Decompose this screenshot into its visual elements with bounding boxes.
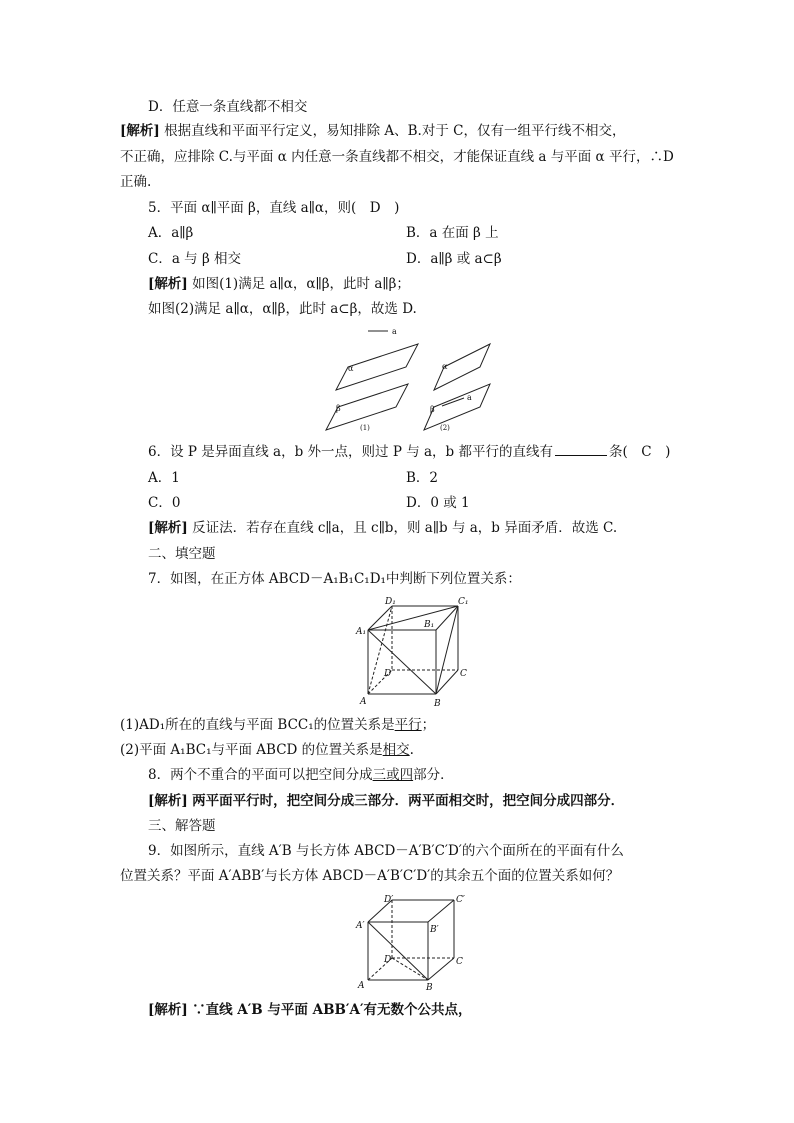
q5-option-c: C．a 与 β 相交 [148, 251, 242, 267]
q7-part2-prefix: (2)平面 A₁BC₁与平面 ABCD 的位置关系是 [120, 742, 383, 758]
q7-label-B1: B₁ [424, 620, 435, 630]
q4-analysis-text-1: 根据直线和平面平行定义，易知排除 A、B.对于 C，仅有一组平行线不相交， [164, 123, 626, 139]
q4-analysis-line-2: 不正确，应排除 C.与平面 α 内任意一条直线都不相交，才能保证直线 a 与平面 α 平行，∴D [120, 149, 674, 165]
q5-stem: 5．平面 α∥平面 β，直线 a∥α，则( D ) [148, 200, 400, 216]
q6-answer-blank [555, 443, 607, 456]
q6-option-c: C．0 [148, 495, 181, 511]
q5-fig2-label-beta: β [430, 405, 435, 414]
q5-fig2-label-alpha: α [442, 362, 448, 371]
q8-answer: 三或四 [372, 767, 414, 783]
q7-label-C1: C₁ [458, 597, 469, 607]
q9-edge-BC [428, 958, 454, 980]
q7-label-D1: D₁ [385, 597, 396, 607]
q6-analysis-line-1 [148, 519, 617, 537]
q6-stem [148, 443, 670, 461]
q5-option-b: B．a 在面 β 上 [406, 225, 499, 241]
q7-part1-answer: 平行 [394, 717, 422, 733]
q7-label-D: D [384, 669, 392, 679]
q9-label-Bp: B′ [430, 925, 439, 935]
q7-part-1 [120, 716, 435, 734]
q5-option-a: A．a∥β [148, 225, 194, 241]
q8-analysis-text-1: 两平面平行时，把空间分成三部分．两平面相交时，把空间分成四部分． [192, 793, 625, 809]
q9-box-figure [354, 892, 474, 992]
q9-label-C: C [456, 957, 463, 967]
analysis-tag: [解析] [148, 276, 188, 292]
q5-fig1-label-a: a [392, 327, 397, 336]
q7-label-C: C [460, 669, 467, 679]
q6-analysis-text-1: 反证法．若存在直线 c∥a，且 c∥b，则 a∥b 与 a，b 异面矛盾．故选 C. [192, 520, 618, 536]
section-fill-in-heading: 二、填空题 [148, 546, 216, 562]
q9-edge-BpCp [428, 900, 454, 922]
q7-line-A1B [368, 630, 436, 694]
q9-label-A: A [358, 981, 365, 991]
q9-label-Cp: C′ [456, 895, 465, 905]
analysis-tag: [解析] [148, 1002, 188, 1018]
q4-analysis-line-3: 正确. [120, 174, 152, 190]
q8-analysis-line-1 [148, 792, 624, 810]
q9-line-DB [392, 958, 428, 980]
q5-analysis-line-1 [148, 275, 410, 293]
q8-stem [148, 766, 454, 784]
q7-part2-suffix: . [409, 742, 414, 758]
q7-label-A: A [360, 697, 367, 707]
q9-label-B: B [426, 983, 433, 993]
q5-fig1-caption: (1) [360, 424, 370, 432]
q7-line-A1C1 [368, 606, 458, 630]
q7-line-AD1 [368, 606, 392, 694]
q9-stem-line-2: 位置关系？平面 A′ABB′与长方体 ABCD－A′B′C′D′的其余五个面的位置关系如何？ [120, 868, 620, 884]
q9-analysis-text-1: ∵直线 A′B 与平面 ABB′A′有无数个公共点， [192, 1002, 472, 1018]
q7-part-2 [120, 741, 414, 759]
q7-stem: 7．如图，在正方体 ABCD－A₁B₁C₁D₁中判断下列位置关系： [148, 571, 521, 587]
q6-option-d: D．0 或 1 [406, 495, 470, 511]
q7-label-A1: A₁ [356, 627, 367, 637]
q7-part1-suffix: ； [421, 717, 436, 733]
q5-fig2-caption: (2) [440, 424, 450, 432]
q8-stem-prefix: 8．两个不重合的平面可以把空间分成 [148, 767, 373, 783]
q5-figure [318, 324, 508, 434]
q6-option-a: A．1 [148, 470, 180, 486]
q5-fig1-label-beta: β [336, 404, 341, 413]
q9-stem-line-1: 9．如图所示，直线 A′B 与长方体 ABCD－A′B′C′D′的六个面所在的平面有什么 [148, 843, 624, 859]
q7-label-B: B [434, 699, 441, 709]
q6-option-b: B．2 [406, 470, 439, 486]
q5-option-d: D．a∥β 或 a⊂β [406, 251, 502, 267]
q5-analysis-text-1: 如图(1)满足 a∥α，α∥β，此时 a∥β； [192, 276, 410, 292]
q7-part1-prefix: (1)AD₁所在的直线与平面 BCC₁的位置关系是 [120, 717, 395, 733]
q5-fig1-label-alpha: α [348, 364, 354, 373]
section-solve-heading: 三、解答题 [148, 818, 216, 834]
q5-fig2-label-a: a [467, 393, 472, 402]
analysis-tag: [解析] [148, 793, 188, 809]
q9-label-Ap: A′ [356, 921, 365, 931]
q4-option-d: D．任意一条直线都不相交 [148, 99, 308, 115]
q4-analysis-line-1 [120, 122, 625, 140]
q9-analysis-line-1 [148, 1001, 472, 1019]
q7-part2-answer: 相交 [382, 742, 410, 758]
q6-stem-prefix: 6．设 P 是异面直线 a，b 外一点，则过 P 与 a，b 都平行的直线有 [148, 444, 553, 460]
analysis-tag: [解析] [148, 520, 188, 536]
q9-label-Dp: D′ [384, 895, 394, 905]
q7-cube-figure [354, 596, 474, 708]
analysis-tag: [解析] [120, 123, 160, 139]
q8-stem-suffix: 部分． [413, 767, 454, 783]
q9-label-D: D [384, 955, 392, 965]
q7-line-C1B [436, 606, 458, 694]
q5-analysis-line-2: 如图(2)满足 a∥α，α∥β，此时 a⊂β，故选 D. [148, 301, 417, 317]
q6-stem-suffix: 条( C ) [608, 444, 671, 460]
